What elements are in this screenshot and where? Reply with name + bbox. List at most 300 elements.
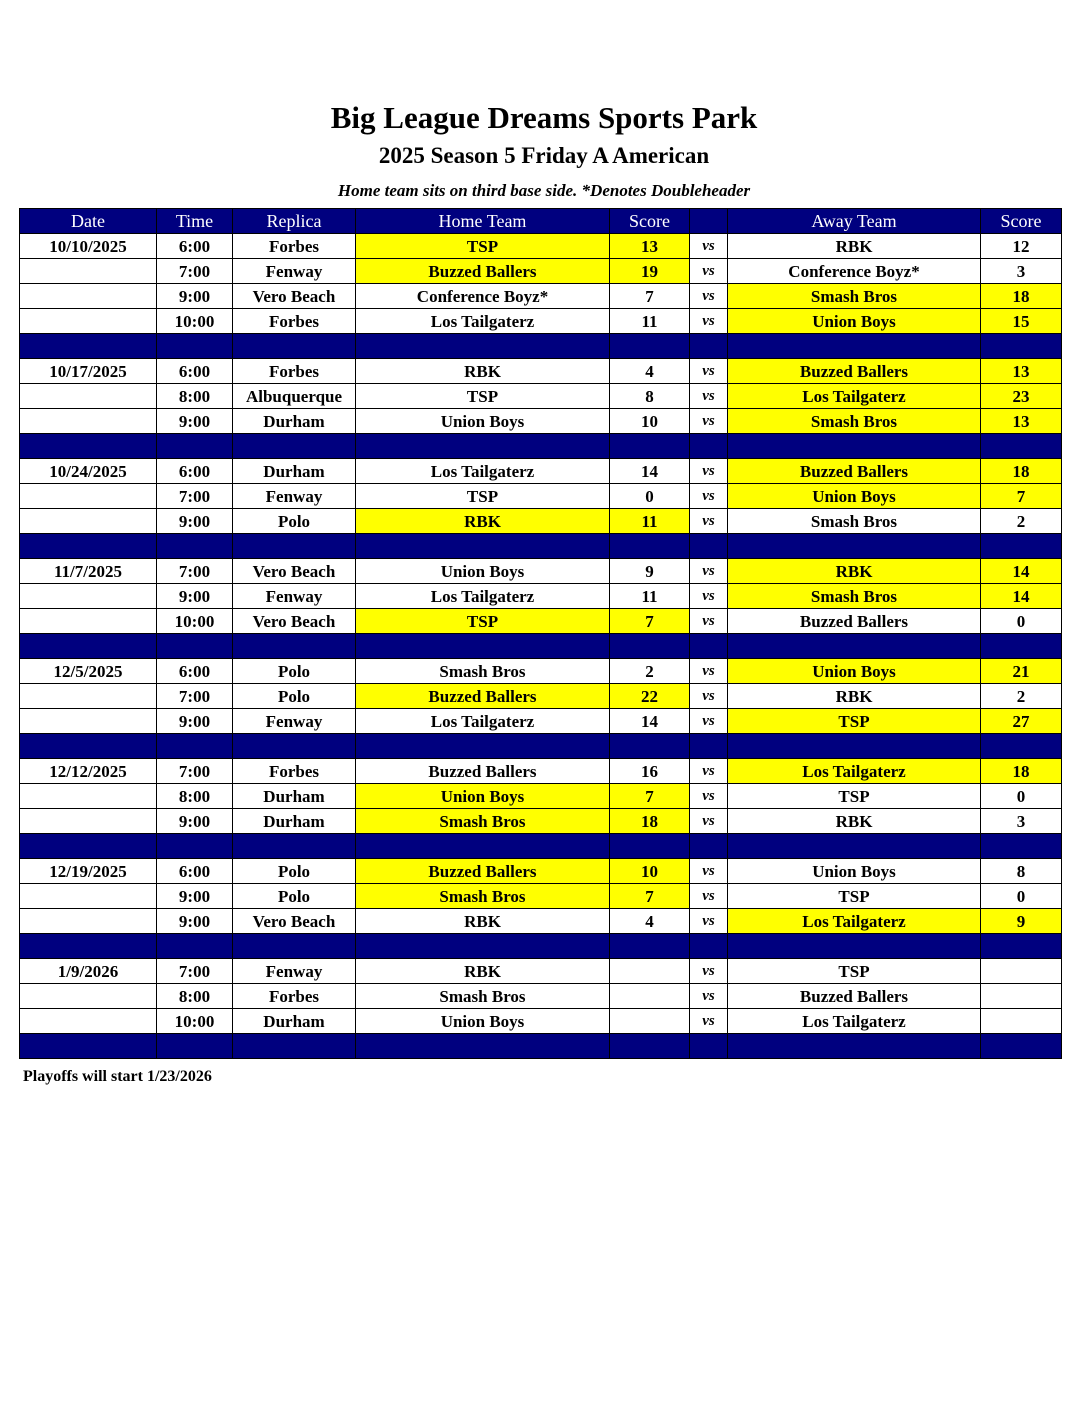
- away-team-cell: TSP: [728, 784, 981, 809]
- separator-cell: [690, 334, 728, 359]
- replica-cell: Polo: [233, 659, 356, 684]
- separator-cell: [157, 934, 233, 959]
- page-subtitle: 2025 Season 5 Friday A American: [378, 143, 710, 168]
- separator-cell: [610, 334, 690, 359]
- date-cell: [20, 584, 157, 609]
- home-score-cell: 19: [610, 259, 690, 284]
- away-score-cell: 2: [981, 509, 1062, 534]
- separator-cell: [20, 434, 157, 459]
- header-replica: Replica: [233, 209, 356, 234]
- replica-cell: Fenway: [233, 959, 356, 984]
- vs-cell: vs: [690, 359, 728, 384]
- vs-cell: vs: [690, 584, 728, 609]
- separator-cell: [981, 534, 1062, 559]
- away-score-cell: 8: [981, 859, 1062, 884]
- away-team-cell: Buzzed Ballers: [728, 609, 981, 634]
- week-separator-row: [20, 734, 1062, 759]
- away-team-cell: RBK: [728, 234, 981, 259]
- game-row: [20, 759, 1062, 784]
- away-team-cell: Buzzed Ballers: [728, 359, 981, 384]
- time-cell: 10:00: [157, 609, 233, 634]
- game-row: [20, 684, 1062, 709]
- separator-cell: [233, 434, 356, 459]
- time-cell: 7:00: [157, 684, 233, 709]
- away-score-cell: 0: [981, 784, 1062, 809]
- time-cell: 9:00: [157, 409, 233, 434]
- game-row: [20, 609, 1062, 634]
- separator-cell: [728, 1034, 981, 1059]
- separator-cell: [233, 534, 356, 559]
- separator-cell: [356, 934, 610, 959]
- replica-cell: Fenway: [233, 709, 356, 734]
- vs-cell: vs: [690, 984, 728, 1009]
- away-team-cell: TSP: [728, 959, 981, 984]
- game-row: [20, 1009, 1062, 1034]
- away-score-cell: 21: [981, 659, 1062, 684]
- separator-cell: [20, 634, 157, 659]
- game-row: [20, 409, 1062, 434]
- separator-cell: [20, 834, 157, 859]
- game-row: [20, 559, 1062, 584]
- vs-cell: vs: [690, 784, 728, 809]
- separator-cell: [356, 1034, 610, 1059]
- away-score-cell: 12: [981, 234, 1062, 259]
- away-score-cell: 18: [981, 284, 1062, 309]
- home-team-cell: RBK: [356, 959, 610, 984]
- separator-cell: [690, 634, 728, 659]
- away-score-cell: 0: [981, 884, 1062, 909]
- home-score-cell: [610, 959, 690, 984]
- away-score-cell: 13: [981, 409, 1062, 434]
- away-team-cell: Buzzed Ballers: [728, 459, 981, 484]
- home-team-cell: Buzzed Ballers: [356, 684, 610, 709]
- separator-cell: [610, 634, 690, 659]
- date-cell: [20, 609, 157, 634]
- home-score-cell: 4: [610, 359, 690, 384]
- time-cell: 7:00: [157, 484, 233, 509]
- away-team-cell: Los Tailgaterz: [728, 909, 981, 934]
- away-team-cell: Smash Bros: [728, 409, 981, 434]
- game-row: [20, 984, 1062, 1009]
- replica-cell: Polo: [233, 884, 356, 909]
- time-cell: 10:00: [157, 309, 233, 334]
- home-score-cell: 14: [610, 709, 690, 734]
- home-team-cell: Buzzed Ballers: [356, 259, 610, 284]
- replica-cell: Vero Beach: [233, 909, 356, 934]
- away-score-cell: 2: [981, 684, 1062, 709]
- game-row: [20, 359, 1062, 384]
- away-score-cell: 27: [981, 709, 1062, 734]
- home-team-cell: Los Tailgaterz: [356, 309, 610, 334]
- time-cell: 8:00: [157, 384, 233, 409]
- away-team-cell: Union Boys: [728, 659, 981, 684]
- home-team-cell: Union Boys: [356, 1009, 610, 1034]
- header-away-score: Score: [981, 209, 1062, 234]
- separator-cell: [356, 434, 610, 459]
- home-score-cell: 11: [610, 509, 690, 534]
- date-cell: [20, 284, 157, 309]
- separator-cell: [20, 934, 157, 959]
- replica-cell: Fenway: [233, 259, 356, 284]
- separator-cell: [610, 1034, 690, 1059]
- header-vs: [690, 209, 728, 234]
- date-cell: 12/5/2025: [20, 659, 157, 684]
- vs-cell: vs: [690, 809, 728, 834]
- separator-cell: [728, 634, 981, 659]
- separator-cell: [610, 934, 690, 959]
- replica-cell: Durham: [233, 809, 356, 834]
- away-team-cell: Los Tailgaterz: [728, 1009, 981, 1034]
- separator-cell: [981, 934, 1062, 959]
- separator-cell: [728, 734, 981, 759]
- home-team-cell: Conference Boyz*: [356, 284, 610, 309]
- home-team-cell: TSP: [356, 384, 610, 409]
- page-title: Big League Dreams Sports Park: [330, 100, 758, 135]
- date-cell: 11/7/2025: [20, 559, 157, 584]
- replica-cell: Vero Beach: [233, 559, 356, 584]
- week-separator-row: [20, 1034, 1062, 1059]
- game-row: [20, 284, 1062, 309]
- game-row: [20, 859, 1062, 884]
- home-score-cell: 0: [610, 484, 690, 509]
- home-team-cell: Los Tailgaterz: [356, 709, 610, 734]
- date-cell: [20, 809, 157, 834]
- header-home-score: Score: [610, 209, 690, 234]
- away-team-cell: Conference Boyz*: [728, 259, 981, 284]
- time-cell: 9:00: [157, 884, 233, 909]
- separator-cell: [157, 734, 233, 759]
- header-time: Time: [157, 209, 233, 234]
- away-score-cell: 18: [981, 759, 1062, 784]
- home-score-cell: 2: [610, 659, 690, 684]
- header-away-team: Away Team: [728, 209, 981, 234]
- vs-cell: vs: [690, 1009, 728, 1034]
- replica-cell: Polo: [233, 859, 356, 884]
- separator-cell: [233, 1034, 356, 1059]
- date-cell: [20, 884, 157, 909]
- schedule-table: [19, 208, 1062, 1059]
- replica-cell: Forbes: [233, 234, 356, 259]
- home-score-cell: 9: [610, 559, 690, 584]
- week-separator-row: [20, 334, 1062, 359]
- separator-cell: [157, 1034, 233, 1059]
- away-team-cell: Union Boys: [728, 309, 981, 334]
- vs-cell: vs: [690, 509, 728, 534]
- vs-cell: vs: [690, 609, 728, 634]
- time-cell: 8:00: [157, 784, 233, 809]
- home-team-cell: Smash Bros: [356, 884, 610, 909]
- replica-cell: Albuquerque: [233, 384, 356, 409]
- away-score-cell: [981, 959, 1062, 984]
- home-team-cell: RBK: [356, 509, 610, 534]
- replica-cell: Durham: [233, 1009, 356, 1034]
- separator-cell: [981, 734, 1062, 759]
- replica-cell: Polo: [233, 509, 356, 534]
- away-score-cell: 0: [981, 609, 1062, 634]
- time-cell: 9:00: [157, 584, 233, 609]
- home-team-cell: Union Boys: [356, 559, 610, 584]
- time-cell: 10:00: [157, 1009, 233, 1034]
- away-team-cell: Union Boys: [728, 484, 981, 509]
- separator-cell: [610, 534, 690, 559]
- separator-cell: [157, 434, 233, 459]
- separator-cell: [728, 434, 981, 459]
- vs-cell: vs: [690, 559, 728, 584]
- home-team-cell: Union Boys: [356, 784, 610, 809]
- date-cell: [20, 509, 157, 534]
- home-team-cell: Los Tailgaterz: [356, 584, 610, 609]
- playoffs-note: Playoffs will start 1/23/2026: [23, 1068, 212, 1085]
- separator-cell: [20, 734, 157, 759]
- separator-cell: [981, 434, 1062, 459]
- away-score-cell: 13: [981, 359, 1062, 384]
- vs-cell: vs: [690, 409, 728, 434]
- separator-cell: [728, 834, 981, 859]
- home-team-cell: RBK: [356, 359, 610, 384]
- home-score-cell: 7: [610, 284, 690, 309]
- separator-cell: [157, 534, 233, 559]
- game-row: [20, 709, 1062, 734]
- away-team-cell: TSP: [728, 709, 981, 734]
- home-team-cell: TSP: [356, 484, 610, 509]
- replica-cell: Forbes: [233, 759, 356, 784]
- week-separator-row: [20, 434, 1062, 459]
- separator-cell: [356, 634, 610, 659]
- game-row: [20, 484, 1062, 509]
- home-score-cell: 7: [610, 784, 690, 809]
- replica-cell: Fenway: [233, 484, 356, 509]
- separator-cell: [157, 834, 233, 859]
- separator-cell: [356, 834, 610, 859]
- replica-cell: Durham: [233, 409, 356, 434]
- separator-cell: [981, 834, 1062, 859]
- home-team-cell: TSP: [356, 234, 610, 259]
- replica-cell: Durham: [233, 459, 356, 484]
- time-cell: 6:00: [157, 459, 233, 484]
- game-row: [20, 509, 1062, 534]
- away-team-cell: RBK: [728, 809, 981, 834]
- date-cell: [20, 684, 157, 709]
- home-score-cell: 18: [610, 809, 690, 834]
- away-score-cell: 14: [981, 584, 1062, 609]
- date-cell: [20, 309, 157, 334]
- separator-cell: [690, 934, 728, 959]
- schedule-note: Home team sits on third base side. *Denotes Doubleheader: [337, 181, 751, 200]
- header-date: Date: [20, 209, 157, 234]
- schedule-body: [20, 234, 1062, 1059]
- time-cell: 9:00: [157, 909, 233, 934]
- time-cell: 6:00: [157, 859, 233, 884]
- home-score-cell: 13: [610, 234, 690, 259]
- game-row: [20, 309, 1062, 334]
- replica-cell: Durham: [233, 784, 356, 809]
- replica-cell: Vero Beach: [233, 284, 356, 309]
- home-team-cell: Smash Bros: [356, 984, 610, 1009]
- time-cell: 6:00: [157, 359, 233, 384]
- vs-cell: vs: [690, 484, 728, 509]
- separator-cell: [610, 834, 690, 859]
- separator-cell: [981, 334, 1062, 359]
- vs-cell: vs: [690, 259, 728, 284]
- date-cell: 10/17/2025: [20, 359, 157, 384]
- time-cell: 6:00: [157, 659, 233, 684]
- date-cell: [20, 409, 157, 434]
- game-row: [20, 234, 1062, 259]
- date-cell: [20, 259, 157, 284]
- replica-cell: Polo: [233, 684, 356, 709]
- separator-cell: [233, 934, 356, 959]
- date-cell: [20, 984, 157, 1009]
- home-team-cell: Smash Bros: [356, 659, 610, 684]
- replica-cell: Fenway: [233, 584, 356, 609]
- home-score-cell: 11: [610, 309, 690, 334]
- home-team-cell: Union Boys: [356, 409, 610, 434]
- vs-cell: vs: [690, 909, 728, 934]
- separator-cell: [981, 1034, 1062, 1059]
- separator-cell: [356, 534, 610, 559]
- home-team-cell: Buzzed Ballers: [356, 759, 610, 784]
- away-score-cell: 23: [981, 384, 1062, 409]
- away-team-cell: Smash Bros: [728, 284, 981, 309]
- vs-cell: vs: [690, 384, 728, 409]
- vs-cell: vs: [690, 284, 728, 309]
- time-cell: 9:00: [157, 809, 233, 834]
- away-score-cell: 18: [981, 459, 1062, 484]
- time-cell: 7:00: [157, 759, 233, 784]
- week-separator-row: [20, 934, 1062, 959]
- game-row: [20, 259, 1062, 284]
- time-cell: 7:00: [157, 959, 233, 984]
- home-score-cell: 4: [610, 909, 690, 934]
- time-cell: 9:00: [157, 709, 233, 734]
- separator-cell: [690, 734, 728, 759]
- vs-cell: vs: [690, 859, 728, 884]
- away-score-cell: 15: [981, 309, 1062, 334]
- home-team-cell: Los Tailgaterz: [356, 459, 610, 484]
- separator-cell: [233, 834, 356, 859]
- replica-cell: Vero Beach: [233, 609, 356, 634]
- date-cell: [20, 709, 157, 734]
- week-separator-row: [20, 634, 1062, 659]
- date-cell: [20, 384, 157, 409]
- separator-cell: [157, 634, 233, 659]
- time-cell: 8:00: [157, 984, 233, 1009]
- home-score-cell: 16: [610, 759, 690, 784]
- game-row: [20, 384, 1062, 409]
- home-team-cell: RBK: [356, 909, 610, 934]
- away-team-cell: RBK: [728, 559, 981, 584]
- home-score-cell: 14: [610, 459, 690, 484]
- home-score-cell: 10: [610, 859, 690, 884]
- vs-cell: vs: [690, 709, 728, 734]
- separator-cell: [690, 434, 728, 459]
- replica-cell: Forbes: [233, 984, 356, 1009]
- away-team-cell: Los Tailgaterz: [728, 384, 981, 409]
- away-score-cell: [981, 984, 1062, 1009]
- date-cell: 10/24/2025: [20, 459, 157, 484]
- away-team-cell: TSP: [728, 884, 981, 909]
- home-score-cell: 11: [610, 584, 690, 609]
- game-row: [20, 784, 1062, 809]
- away-team-cell: Union Boys: [728, 859, 981, 884]
- vs-cell: vs: [690, 684, 728, 709]
- separator-cell: [20, 1034, 157, 1059]
- away-score-cell: 3: [981, 259, 1062, 284]
- away-team-cell: RBK: [728, 684, 981, 709]
- separator-cell: [690, 834, 728, 859]
- separator-cell: [610, 434, 690, 459]
- date-cell: [20, 909, 157, 934]
- separator-cell: [233, 334, 356, 359]
- away-score-cell: 3: [981, 809, 1062, 834]
- vs-cell: vs: [690, 759, 728, 784]
- away-team-cell: Buzzed Ballers: [728, 984, 981, 1009]
- away-score-cell: 7: [981, 484, 1062, 509]
- vs-cell: vs: [690, 959, 728, 984]
- game-row: [20, 959, 1062, 984]
- away-score-cell: 9: [981, 909, 1062, 934]
- game-row: [20, 809, 1062, 834]
- replica-cell: Forbes: [233, 309, 356, 334]
- separator-cell: [356, 334, 610, 359]
- separator-cell: [610, 734, 690, 759]
- date-cell: 1/9/2026: [20, 959, 157, 984]
- date-cell: 12/12/2025: [20, 759, 157, 784]
- date-cell: [20, 484, 157, 509]
- game-row: [20, 584, 1062, 609]
- date-cell: [20, 1009, 157, 1034]
- away-score-cell: [981, 1009, 1062, 1034]
- separator-cell: [690, 534, 728, 559]
- away-score-cell: 14: [981, 559, 1062, 584]
- week-separator-row: [20, 534, 1062, 559]
- home-score-cell: 7: [610, 609, 690, 634]
- time-cell: 6:00: [157, 234, 233, 259]
- separator-cell: [728, 334, 981, 359]
- home-score-cell: 8: [610, 384, 690, 409]
- time-cell: 9:00: [157, 509, 233, 534]
- away-team-cell: Smash Bros: [728, 584, 981, 609]
- game-row: [20, 884, 1062, 909]
- separator-cell: [981, 634, 1062, 659]
- header-home-team: Home Team: [356, 209, 610, 234]
- game-row: [20, 909, 1062, 934]
- week-separator-row: [20, 834, 1062, 859]
- away-team-cell: Los Tailgaterz: [728, 759, 981, 784]
- home-team-cell: Smash Bros: [356, 809, 610, 834]
- game-row: [20, 659, 1062, 684]
- separator-cell: [157, 334, 233, 359]
- away-team-cell: Smash Bros: [728, 509, 981, 534]
- time-cell: 9:00: [157, 284, 233, 309]
- time-cell: 7:00: [157, 559, 233, 584]
- time-cell: 7:00: [157, 259, 233, 284]
- date-cell: 10/10/2025: [20, 234, 157, 259]
- separator-cell: [356, 734, 610, 759]
- replica-cell: Forbes: [233, 359, 356, 384]
- game-row: [20, 459, 1062, 484]
- home-score-cell: 7: [610, 884, 690, 909]
- date-cell: 12/19/2025: [20, 859, 157, 884]
- header-row: [20, 209, 1062, 234]
- separator-cell: [20, 334, 157, 359]
- home-team-cell: TSP: [356, 609, 610, 634]
- vs-cell: vs: [690, 234, 728, 259]
- separator-cell: [690, 1034, 728, 1059]
- vs-cell: vs: [690, 459, 728, 484]
- vs-cell: vs: [690, 309, 728, 334]
- home-score-cell: [610, 1009, 690, 1034]
